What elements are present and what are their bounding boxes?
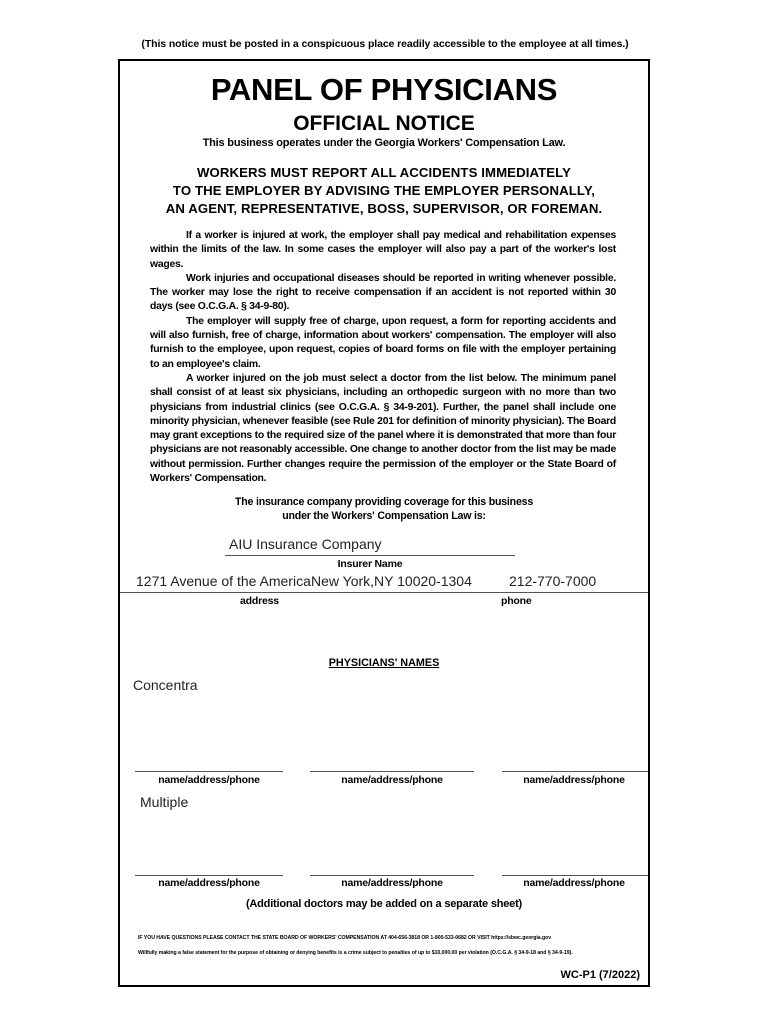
physician-line xyxy=(135,875,283,876)
insurance-intro xyxy=(118,495,650,523)
slot-label: name/address/phone xyxy=(158,877,260,889)
form-number: WC-P1 (7/2022) xyxy=(560,969,640,981)
insurer-address-field[interactable]: 1271 Avenue of the America xyxy=(136,573,311,589)
contact-info: IF YOU HAVE QUESTIONS PLEASE CONTACT THE STATE BOARD OF WORKERS' COMPENSATION AT 404-656-3818 OR 1-800-533-0682 OR VISIT https://sbwc.georgia.gov xyxy=(138,935,552,941)
physician-line xyxy=(502,875,648,876)
slot-label: name/address/phone xyxy=(158,774,260,786)
operates-line: This business operates under the Georgia Workers' Compensation Law. xyxy=(202,137,566,149)
phone-label: phone xyxy=(501,595,532,607)
warning-line: AN AGENT, REPRESENTATIVE, BOSS, SUPERVISOR, OR FOREMAN. xyxy=(165,201,603,216)
address-line xyxy=(120,592,648,593)
insurer-city-field[interactable]: New York,NY 10020-1304 xyxy=(311,573,472,589)
physician-line xyxy=(135,771,283,772)
address-label: address xyxy=(240,595,279,607)
paragraph: A worker injured on the job must select a doctor from the list below. The minimum panel shall consist of at least six physicians, including an orthopedic surgeon with no more than two physicians from industrial clinics (see O.C.G.A. § 34-9-201). Further, the panel shall include one minority physician, whenever feasible (see Rule 201 for definition of minority physician). The Board may grant exceptions to the required size of the panel where it is demonstrated that more than four physicians are not reasonably accessible. One change to another doctor from the list may be made without permission. Further changes require the permission of the employer or the State Board of Workers' Compensation. xyxy=(150,372,616,485)
slot-label: name/address/phone xyxy=(523,877,625,889)
physician-line xyxy=(310,875,474,876)
insurance-intro-line: under the Workers' Compensation Law is: xyxy=(282,510,486,522)
paragraph: The employer will supply free of charge, upon request, a form for reporting accidents and will also furnish, free of charge, information about workers' compensation. The employer will also furnish to the employee, upon request, copies of board forms on file with the employer pertaining to an employee's claim. xyxy=(150,315,616,370)
slot-label: name/address/phone xyxy=(341,877,443,889)
insurer-name-field[interactable]: AIU Insurance Company xyxy=(229,536,382,552)
insurer-name-label: Insurer Name xyxy=(337,558,403,570)
warning-line: TO THE EMPLOYER BY ADVISING THE EMPLOYER PERSONALLY, xyxy=(172,183,596,198)
physicians-heading: PHYSICIANS' NAMES xyxy=(328,657,440,669)
notice-body xyxy=(150,229,616,486)
paragraph: Work injuries and occupational diseases should be reported in writing whenever possible. The worker may lose the right to receive compensation if an accident is not reported within 30 days (see O.C.G.A. § 34-9-80). xyxy=(150,272,616,313)
official-notice-heading: OFFICIAL NOTICE xyxy=(293,112,475,135)
physician-line xyxy=(310,771,474,772)
slot-label: name/address/phone xyxy=(341,774,443,786)
posting-note: (This notice must be posted in a conspicuous place readily accessible to the employee at all times.) xyxy=(141,38,629,50)
physician-field[interactable]: Multiple xyxy=(140,794,189,810)
accident-warning xyxy=(118,164,650,218)
physician-field[interactable]: Concentra xyxy=(133,677,198,693)
insurer-phone-field[interactable]: 212-770-7000 xyxy=(509,573,597,589)
insurer-name-line xyxy=(225,555,515,556)
additional-doctors-note: (Additional doctors may be added on a separate sheet) xyxy=(245,898,523,910)
insurance-intro-line: The insurance company providing coverage for this business xyxy=(234,496,534,508)
slot-label: name/address/phone xyxy=(523,774,625,786)
warning-line: WORKERS MUST REPORT ALL ACCIDENTS IMMEDIATELY xyxy=(197,165,571,180)
physician-line xyxy=(502,771,648,772)
penalty-notice: Willfully making a false statement for the purpose of obtaining or denying benefits is a crime subject to penalties of up to $10,000.00 per violation (O.C.G.A. § 34-9-18 and § 34-9-19). xyxy=(138,950,573,956)
paragraph: If a worker is injured at work, the employer shall pay medical and rehabilitation expenses within the limits of the law. In some cases the employer will also pay a part of the worker's lost wages. xyxy=(150,230,616,270)
page-title: PANEL OF PHYSICIANS xyxy=(210,72,558,107)
